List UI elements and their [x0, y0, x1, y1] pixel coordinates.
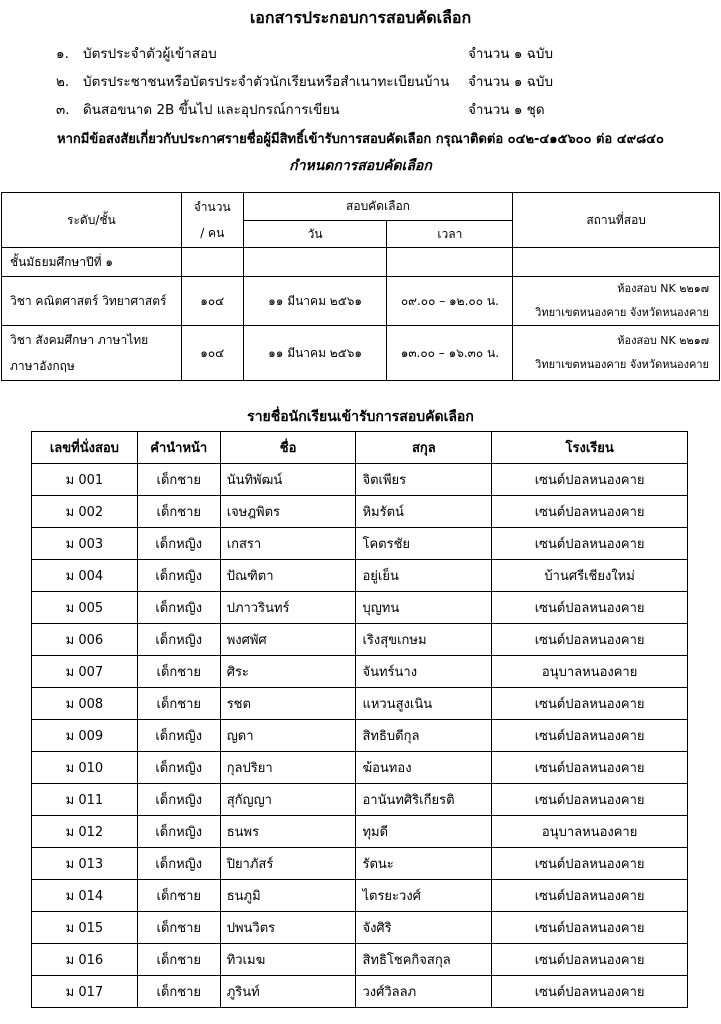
seat-number-cell: ม 013: [32, 848, 138, 880]
requirement-number: ๓.: [56, 102, 70, 118]
prefix-cell: เด็กหญิง: [137, 720, 220, 752]
school-cell: เซนต์ปอลหนองคาย: [492, 880, 688, 912]
school-cell: เซนต์ปอลหนองคาย: [492, 944, 688, 976]
school-cell: เซนต์ปอลหนองคาย: [492, 464, 688, 496]
first-name-cell: ธนพร: [220, 816, 356, 848]
seat-number-cell: ม 017: [32, 976, 138, 1008]
first-name-cell: ทิวเมฆ: [220, 944, 356, 976]
first-name-cell: สุกัญญา: [220, 784, 356, 816]
empty-cell: [387, 248, 513, 277]
time-cell: ๑๓.๐๐ – ๑๖.๓๐ น.: [387, 326, 513, 381]
seat-number-cell: ม 005: [32, 592, 138, 624]
last-name-cell: จิตเพียร: [356, 464, 492, 496]
requirement-text: ดินสอขนาด 2B ขึ้นไป และอุปกรณ์การเขียน: [83, 102, 340, 118]
requirement-item: [0, 68, 721, 92]
header-time: เวลา: [387, 221, 513, 248]
date-cell: ๑๑ มีนาคม ๒๕๖๑: [243, 277, 387, 326]
table-row: [32, 656, 688, 688]
header-count: [181, 193, 243, 248]
table-row: [32, 912, 688, 944]
school-cell: เซนต์ปอลหนองคาย: [492, 720, 688, 752]
prefix-cell: เด็กหญิง: [137, 784, 220, 816]
school-cell: อนุบาลหนองคาย: [492, 816, 688, 848]
prefix-cell: เด็กหญิง: [137, 528, 220, 560]
requirement-quantity: จำนวน ๑ ฉบับ: [468, 74, 554, 90]
last-name-cell: ทุมดี: [356, 816, 492, 848]
seat-number-cell: ม 016: [32, 944, 138, 976]
empty-cell: [181, 248, 243, 277]
school-cell: เซนต์ปอลหนองคาย: [492, 784, 688, 816]
last-name-cell: หิมรัตน์: [356, 496, 492, 528]
seat-number-cell: ม 004: [32, 560, 138, 592]
seat-number-cell: ม 010: [32, 752, 138, 784]
last-name-cell: บุญทน: [356, 592, 492, 624]
prefix-cell: เด็กชาย: [137, 688, 220, 720]
seat-number-cell: ม 003: [32, 528, 138, 560]
header-level: ระดับ/ชั้น: [2, 193, 182, 248]
prefix-cell: เด็กชาย: [137, 496, 220, 528]
schedule-row: [2, 277, 720, 326]
empty-cell: [513, 248, 720, 277]
prefix-cell: เด็กหญิง: [137, 592, 220, 624]
first-name-cell: ศิระ: [220, 656, 356, 688]
seat-number-cell: ม 007: [32, 656, 138, 688]
school-cell: เซนต์ปอลหนองคาย: [492, 592, 688, 624]
room-text: ห้องสอบ NK ๒๒๑๗: [617, 282, 709, 295]
last-name-cell: อยู่เย็น: [356, 560, 492, 592]
prefix-cell: เด็กชาย: [137, 880, 220, 912]
table-row: [32, 720, 688, 752]
last-name-cell: สิทธิโชคกิจสกุล: [356, 944, 492, 976]
student-list-table: [31, 431, 688, 1008]
school-cell: เซนต์ปอลหนองคาย: [492, 528, 688, 560]
prefix-cell: เด็กหญิง: [137, 816, 220, 848]
first-name-cell: นันทิพัฒน์: [220, 464, 356, 496]
table-row: [32, 592, 688, 624]
table-row: [32, 976, 688, 1008]
prefix-cell: เด็กหญิง: [137, 560, 220, 592]
seat-number-cell: ม 015: [32, 912, 138, 944]
seat-number-cell: ม 008: [32, 688, 138, 720]
column-header-school: โรงเรียน: [492, 432, 688, 464]
first-name-cell: ปิยาภัสร์: [220, 848, 356, 880]
last-name-cell: สิทธิบดีกุล: [356, 720, 492, 752]
school-cell: บ้านศรีเชียงใหม่: [492, 560, 688, 592]
prefix-cell: เด็กหญิง: [137, 752, 220, 784]
requirement-quantity: จำนวน ๑ ฉบับ: [468, 46, 554, 62]
table-row: [32, 688, 688, 720]
subject-cell: [2, 326, 182, 381]
seat-number-cell: ม 011: [32, 784, 138, 816]
school-cell: เซนต์ปอลหนองคาย: [492, 496, 688, 528]
schedule-table: [1, 192, 720, 381]
header-count-line2: / คน: [200, 226, 225, 240]
last-name-cell: เริงสุขเกษม: [356, 624, 492, 656]
table-row: [32, 752, 688, 784]
seat-number-cell: ม 012: [32, 816, 138, 848]
prefix-cell: เด็กชาย: [137, 464, 220, 496]
last-name-cell: อานันทศิริเกียรติ: [356, 784, 492, 816]
header-place: สถานที่สอบ: [513, 193, 720, 248]
last-name-cell: โคตรชัย: [356, 528, 492, 560]
room-text: ห้องสอบ NK ๒๒๑๗: [617, 334, 709, 347]
last-name-cell: ไตรยะวงศ์: [356, 880, 492, 912]
time-cell: ๐๙.๐๐ – ๑๒.๐๐ น.: [387, 277, 513, 326]
table-row: [32, 496, 688, 528]
subject-cell: [2, 277, 182, 326]
seat-number-cell: ม 009: [32, 720, 138, 752]
first-name-cell: ปพนวิตร: [220, 912, 356, 944]
subject-line1: วิชา คณิตศาสตร์ วิทยาศาสตร์: [10, 293, 167, 308]
schedule-row: [2, 326, 720, 381]
school-cell: เซนต์ปอลหนองคาย: [492, 752, 688, 784]
column-header-seat: เลขที่นั่งสอบ: [32, 432, 138, 464]
table-row: [32, 816, 688, 848]
subject-line1: วิชา สังคมศึกษา ภาษาไทย: [10, 333, 149, 347]
prefix-cell: เด็กหญิง: [137, 848, 220, 880]
first-name-cell: รชต: [220, 688, 356, 720]
school-cell: เซนต์ปอลหนองคาย: [492, 688, 688, 720]
seat-number-cell: ม 001: [32, 464, 138, 496]
seat-number-cell: ม 006: [32, 624, 138, 656]
student-list-title: รายชื่อนักเรียนเข้ารับการสอบคัดเลือก: [247, 409, 474, 425]
place-cell: [513, 326, 720, 381]
empty-cell: [243, 248, 387, 277]
table-row: [32, 560, 688, 592]
header-exam: สอบคัดเลือก: [243, 193, 513, 221]
first-name-cell: ภูรินท์: [220, 976, 356, 1008]
last-name-cell: วงศ์วิลลภ: [356, 976, 492, 1008]
table-row: [32, 944, 688, 976]
first-name-cell: ปัณฑิตา: [220, 560, 356, 592]
school-cell: เซนต์ปอลหนองคาย: [492, 848, 688, 880]
header-count-line1: จำนวน: [193, 200, 231, 214]
school-cell: เซนต์ปอลหนองคาย: [492, 912, 688, 944]
last-name-cell: จันทร์นาง: [356, 656, 492, 688]
requirement-text: บัตรประจำตัวผู้เข้าสอบ: [83, 46, 217, 62]
column-header-prefix: คำนำหน้า: [137, 432, 220, 464]
last-name-cell: รัตนะ: [356, 848, 492, 880]
table-row: [32, 784, 688, 816]
table-row: [32, 880, 688, 912]
count-cell: ๑๐๔: [181, 326, 243, 381]
place-cell: [513, 277, 720, 326]
school-cell: เซนต์ปอลหนองคาย: [492, 624, 688, 656]
date-cell: ๑๑ มีนาคม ๒๕๖๑: [243, 326, 387, 381]
table-row: [32, 624, 688, 656]
seat-number-cell: ม 002: [32, 496, 138, 528]
last-name-cell: แหวนสูงเนิน: [356, 688, 492, 720]
school-cell: อนุบาลหนองคาย: [492, 656, 688, 688]
seat-number-cell: ม 014: [32, 880, 138, 912]
student-rows: [32, 464, 688, 1008]
requirement-text: บัตรประชาชนหรือบัตรประจำตัวนักเรียนหรือสำเนาทะเบียนบ้าน: [83, 74, 450, 90]
column-header-last-name: สกุล: [356, 432, 492, 464]
level-cell: ชั้นมัธยมศึกษาปีที่ ๑: [2, 248, 182, 277]
contact-notice: หากมีข้อสงสัยเกี่ยวกับประกาศรายชื่อผู้มีสิทธิ์เข้ารับการสอบคัดเลือก กรุณาติดต่อ ๐๔๒-๔๑๕๖๐๐ ต่อ ๔๙๘๔๐: [57, 132, 664, 147]
table-row: [32, 848, 688, 880]
table-row: [32, 528, 688, 560]
schedule-title: กำหนดการสอบคัดเลือก: [289, 158, 432, 174]
last-name-cell: ฆ้อนทอง: [356, 752, 492, 784]
first-name-cell: ปภาวรินทร์: [220, 592, 356, 624]
prefix-cell: เด็กชาย: [137, 656, 220, 688]
first-name-cell: ธนภูมิ: [220, 880, 356, 912]
first-name-cell: เจษฎพิตร: [220, 496, 356, 528]
count-cell: ๑๐๔: [181, 277, 243, 326]
place-text: วิทยาเขตหนองคาย จังหวัดหนองคาย: [535, 306, 709, 319]
first-name-cell: เกสรา: [220, 528, 356, 560]
column-header-first-name: ชื่อ: [220, 432, 356, 464]
requirement-number: ๑.: [56, 46, 69, 62]
prefix-cell: เด็กชาย: [137, 912, 220, 944]
subject-line2: ภาษาอังกฤษ: [10, 359, 75, 373]
requirement-number: ๒.: [56, 74, 70, 90]
first-name-cell: พงศพัศ: [220, 624, 356, 656]
first-name-cell: กุลปริยา: [220, 752, 356, 784]
requirement-item: [0, 40, 721, 64]
document-title: เอกสารประกอบการสอบคัดเลือก: [249, 8, 472, 27]
table-row: [32, 464, 688, 496]
place-text: วิทยาเขตหนองคาย จังหวัดหนองคาย: [535, 358, 709, 371]
school-cell: เซนต์ปอลหนองคาย: [492, 976, 688, 1008]
requirement-quantity: จำนวน ๑ ชุด: [468, 102, 545, 118]
prefix-cell: เด็กชาย: [137, 976, 220, 1008]
first-name-cell: ญดา: [220, 720, 356, 752]
prefix-cell: เด็กชาย: [137, 944, 220, 976]
requirement-item: [0, 96, 721, 120]
header-date: วัน: [243, 221, 387, 248]
prefix-cell: เด็กหญิง: [137, 624, 220, 656]
last-name-cell: จังศิริ: [356, 912, 492, 944]
